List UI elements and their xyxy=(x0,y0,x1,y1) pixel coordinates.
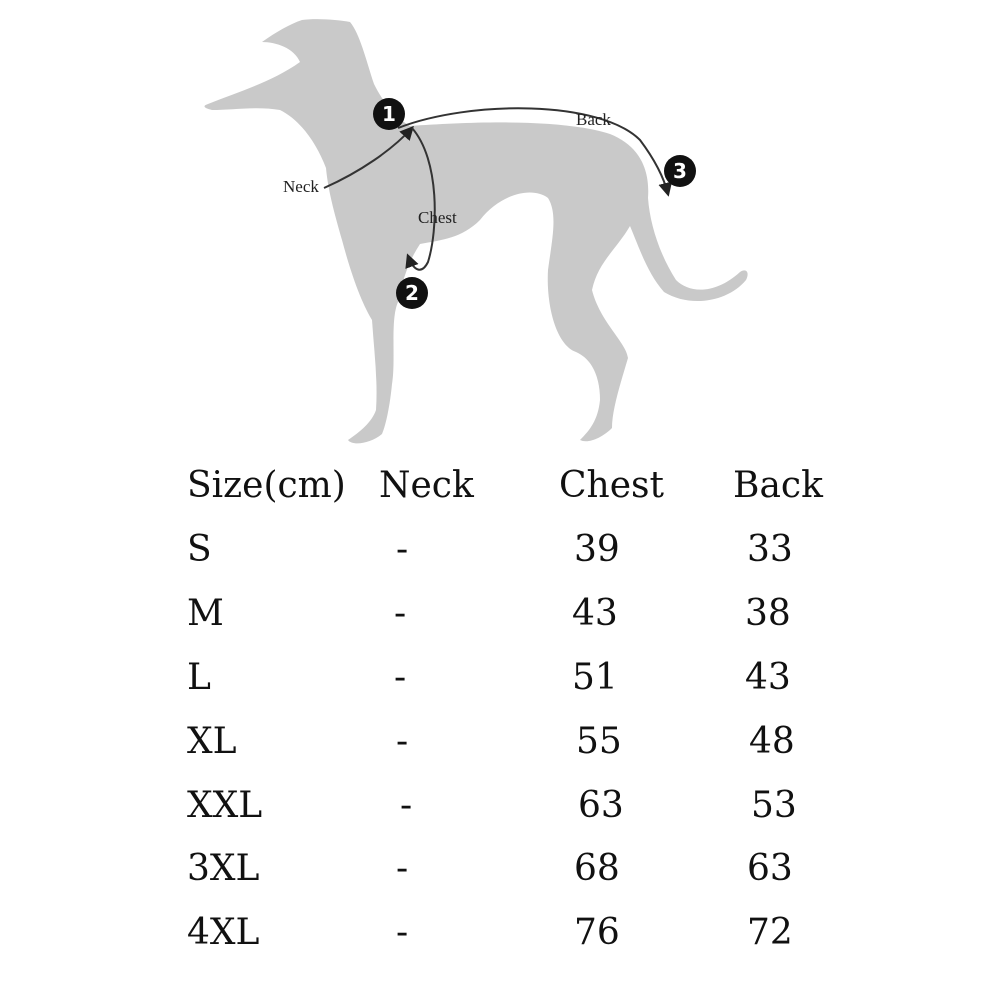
neck-cell: - xyxy=(396,912,409,953)
chest-cell: 43 xyxy=(572,593,618,634)
chest-label: Chest xyxy=(418,208,457,227)
header-back: Back xyxy=(733,465,823,506)
chest-cell: 51 xyxy=(572,657,618,698)
svg-text:1: 1 xyxy=(382,102,396,126)
svg-text:3: 3 xyxy=(673,159,687,183)
back-cell: 72 xyxy=(747,912,793,953)
back-cell: 33 xyxy=(747,529,793,570)
size-cell: M xyxy=(187,593,224,634)
back-cell: 48 xyxy=(749,721,795,762)
back-cell: 63 xyxy=(747,848,793,889)
back-label: Back xyxy=(576,110,611,129)
marker-3 xyxy=(664,155,696,187)
neck-cell: - xyxy=(400,785,413,826)
neck-label: Neck xyxy=(283,177,319,196)
header-size: Size(cm) xyxy=(187,465,346,506)
header-chest: Chest xyxy=(559,465,664,506)
marker-1 xyxy=(373,98,405,130)
svg-text:2: 2 xyxy=(405,281,419,305)
size-cell: XL xyxy=(187,721,237,762)
chest-cell: 55 xyxy=(576,721,622,762)
neck-cell: - xyxy=(394,593,407,634)
chest-cell: 39 xyxy=(574,529,620,570)
neck-cell: - xyxy=(396,848,409,889)
size-cell: L xyxy=(187,657,211,698)
size-cell: S xyxy=(187,529,212,570)
size-cell: XXL xyxy=(187,785,263,826)
back-cell: 38 xyxy=(745,593,791,634)
chest-cell: 63 xyxy=(578,785,624,826)
marker-2 xyxy=(396,277,428,309)
chest-cell: 76 xyxy=(574,912,620,953)
chest-cell: 68 xyxy=(574,848,620,889)
back-cell: 43 xyxy=(745,657,791,698)
dog-measurement-diagram xyxy=(0,0,1000,460)
header-neck: Neck xyxy=(379,465,474,506)
dog-silhouette xyxy=(205,19,748,443)
size-cell: 3XL xyxy=(187,848,260,889)
neck-cell: - xyxy=(396,529,409,570)
size-cell: 4XL xyxy=(187,912,260,953)
neck-cell: - xyxy=(396,721,409,762)
back-cell: 53 xyxy=(751,785,797,826)
neck-cell: - xyxy=(394,657,407,698)
